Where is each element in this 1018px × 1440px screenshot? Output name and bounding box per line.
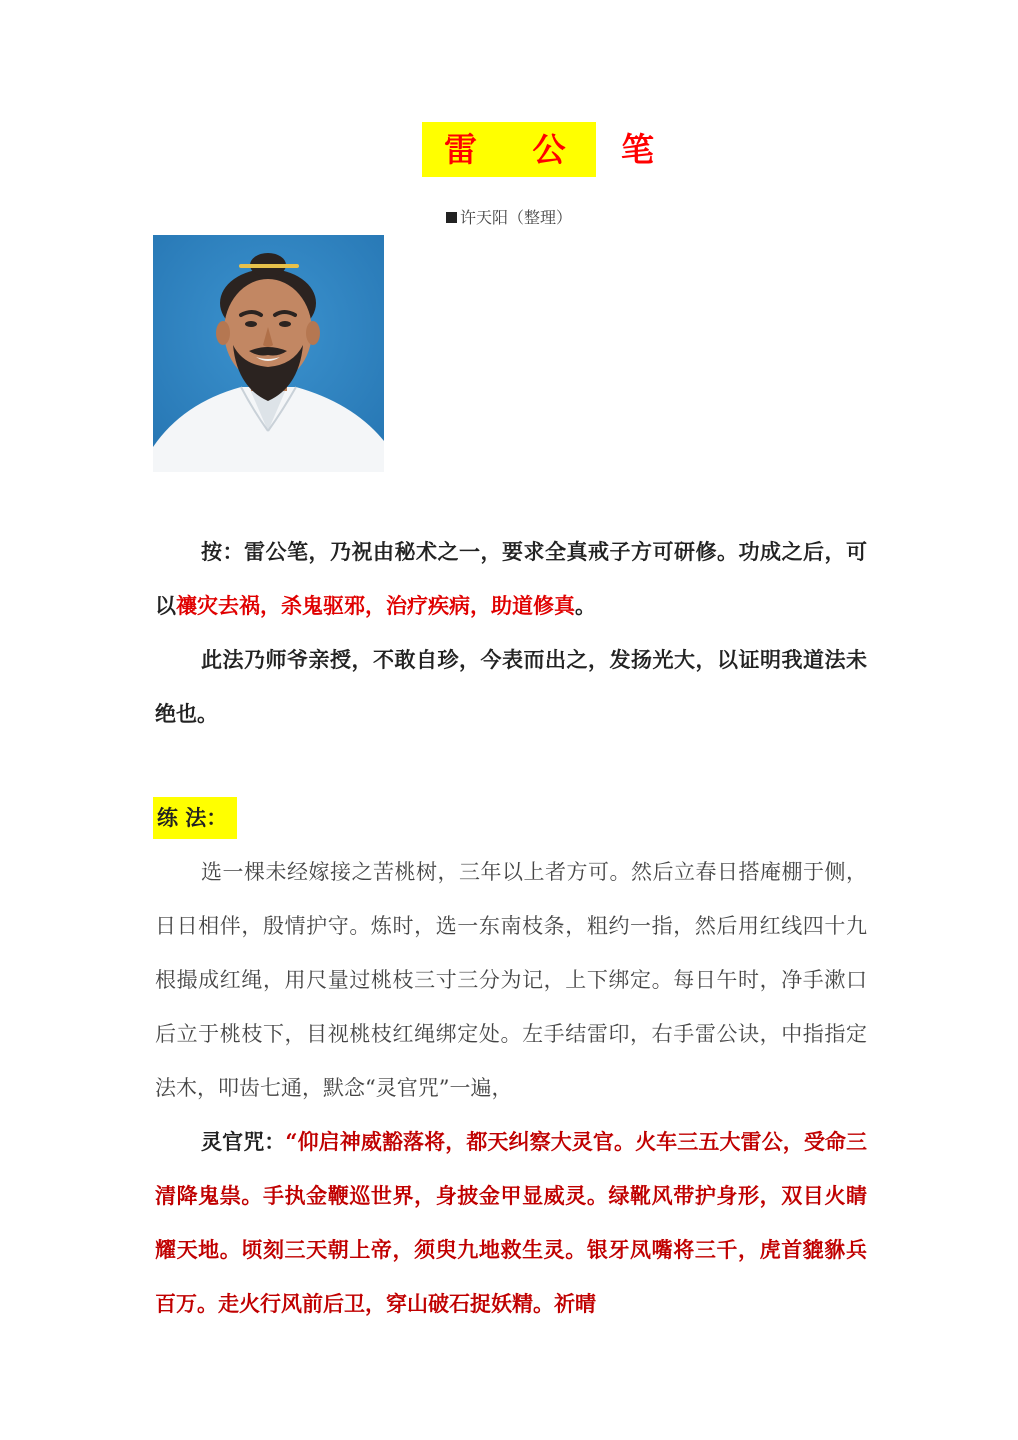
note-paragraph-1 [155,525,867,633]
portrait-image [153,235,384,472]
section-heading: 练 法： [153,797,237,839]
note-text-end: 。 [575,593,596,618]
author-name: 许天阳（整理） [459,208,572,227]
note-emphasis: 禳灾去祸，杀鬼驱邪，治疗疾病，助道修真 [176,593,575,618]
mantra-label: 灵官咒： [201,1129,286,1154]
mantra-text: “仰启神威豁落将，都天纠察大灵官。火车三五大雷公，受命三清降鬼祟。手执金鞭巡世界，身披金甲显威灵。绿靴风带护身形，双目火睛耀天地。顷刻三天朝上帝，须臾九地救生灵。银牙凤嘴将三千，虎首貔貅兵百万。走火行风前后卫，穿山破石捉妖精。祈晴 [155,1129,868,1316]
author-line [0,206,1018,230]
note-text: 按：雷公笔，乃祝由秘术之一，要求全真戒子方可研修。功成之后，可以 [155,539,867,618]
page-title: 雷 公 笔 [422,122,596,177]
note-paragraph-2: 此法乃师爷亲授，不敢自珍，今表而出之，发扬光大，以证明我道法未绝也。 [155,647,867,726]
square-bullet-icon [446,212,457,223]
mantra-paragraph [155,1115,867,1331]
method-paragraph: 选一棵未经嫁接之苦桃树，三年以上者方可。然后立春日搭庵棚于侧，日日相伴，殷情护守。炼时，选一东南枝条，粗约一指，然后用红线四十九根撮成红绳，用尺量过桃枝三寸三分为记，上下绑定。每日午时，净手漱口后立于桃枝下，目视桃枝红绳绑定处。左手结雷印，右手雷公诀，中指指定法木，叩齿七通，默念“灵官咒”一遍， [155,860,867,1100]
author-portrait [153,235,384,472]
